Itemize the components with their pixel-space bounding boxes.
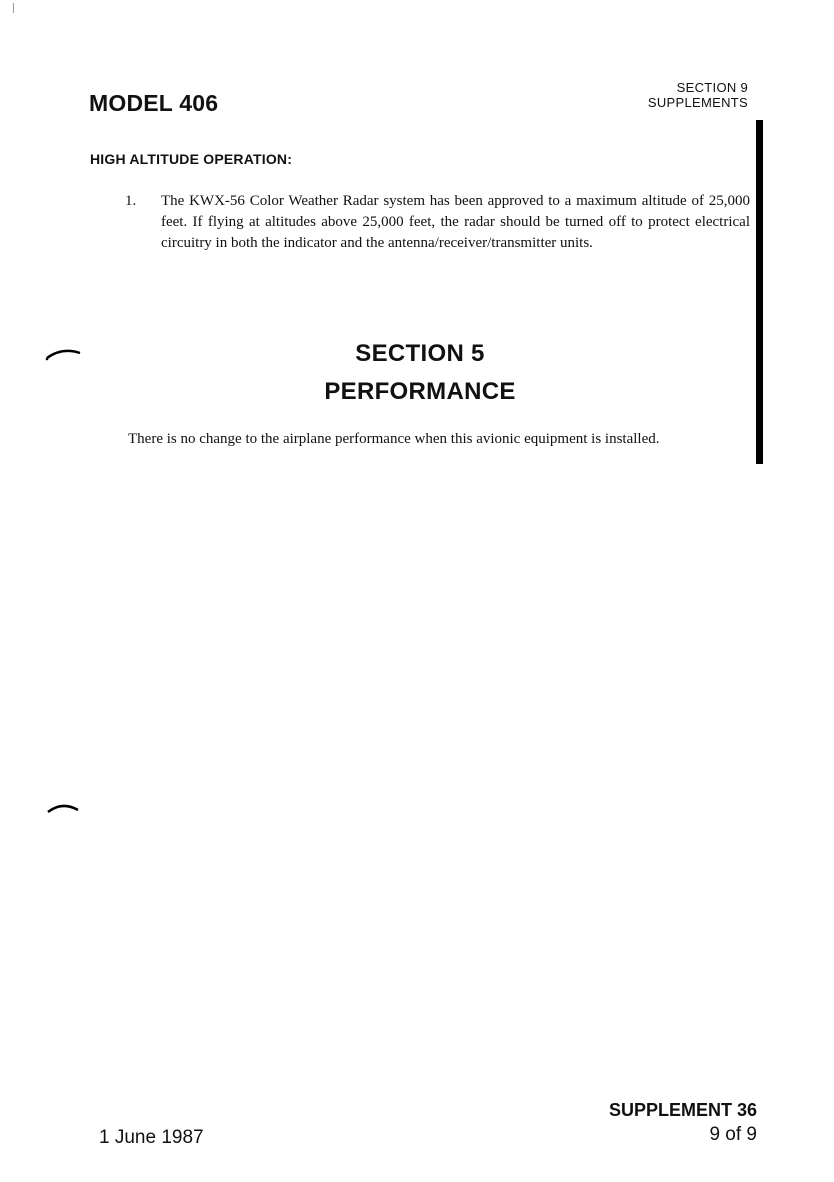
binder-hole-mark xyxy=(44,344,84,364)
section-reference xyxy=(648,80,748,110)
section-subtitle: PERFORMANCE xyxy=(324,378,516,405)
section-number: SECTION 9 xyxy=(676,80,748,95)
scan-artifact xyxy=(13,3,14,13)
revision-change-bar xyxy=(756,120,763,306)
model-title: MODEL 406 xyxy=(89,90,219,116)
binder-hole-mark xyxy=(44,798,84,818)
list-item-text: The KWX-56 Color Weather Radar system has been approved to a maximum altitude of 25,000 feet. If flying at altitudes above 25,000 feet, the radar should be turned off to protect electrical circuitry in both the indicator and the antenna/receiver/transmitter units. xyxy=(161,193,750,251)
section-title: SECTION 5 xyxy=(355,340,485,367)
supplement-label: SUPPLEMENT 36 xyxy=(608,1100,757,1120)
high-altitude-heading: HIGH ALTITUDE OPERATION: xyxy=(90,151,293,167)
issue-date: 1 June 1987 xyxy=(99,1127,204,1148)
performance-paragraph: There is no change to the airplane performance when this avionic equipment is installed. xyxy=(128,431,660,447)
section-name: SUPPLEMENTS xyxy=(647,95,748,110)
revision-change-bar xyxy=(756,306,763,464)
page-number: 9 of 9 xyxy=(709,1124,757,1145)
list-item-number: 1. xyxy=(125,193,137,209)
